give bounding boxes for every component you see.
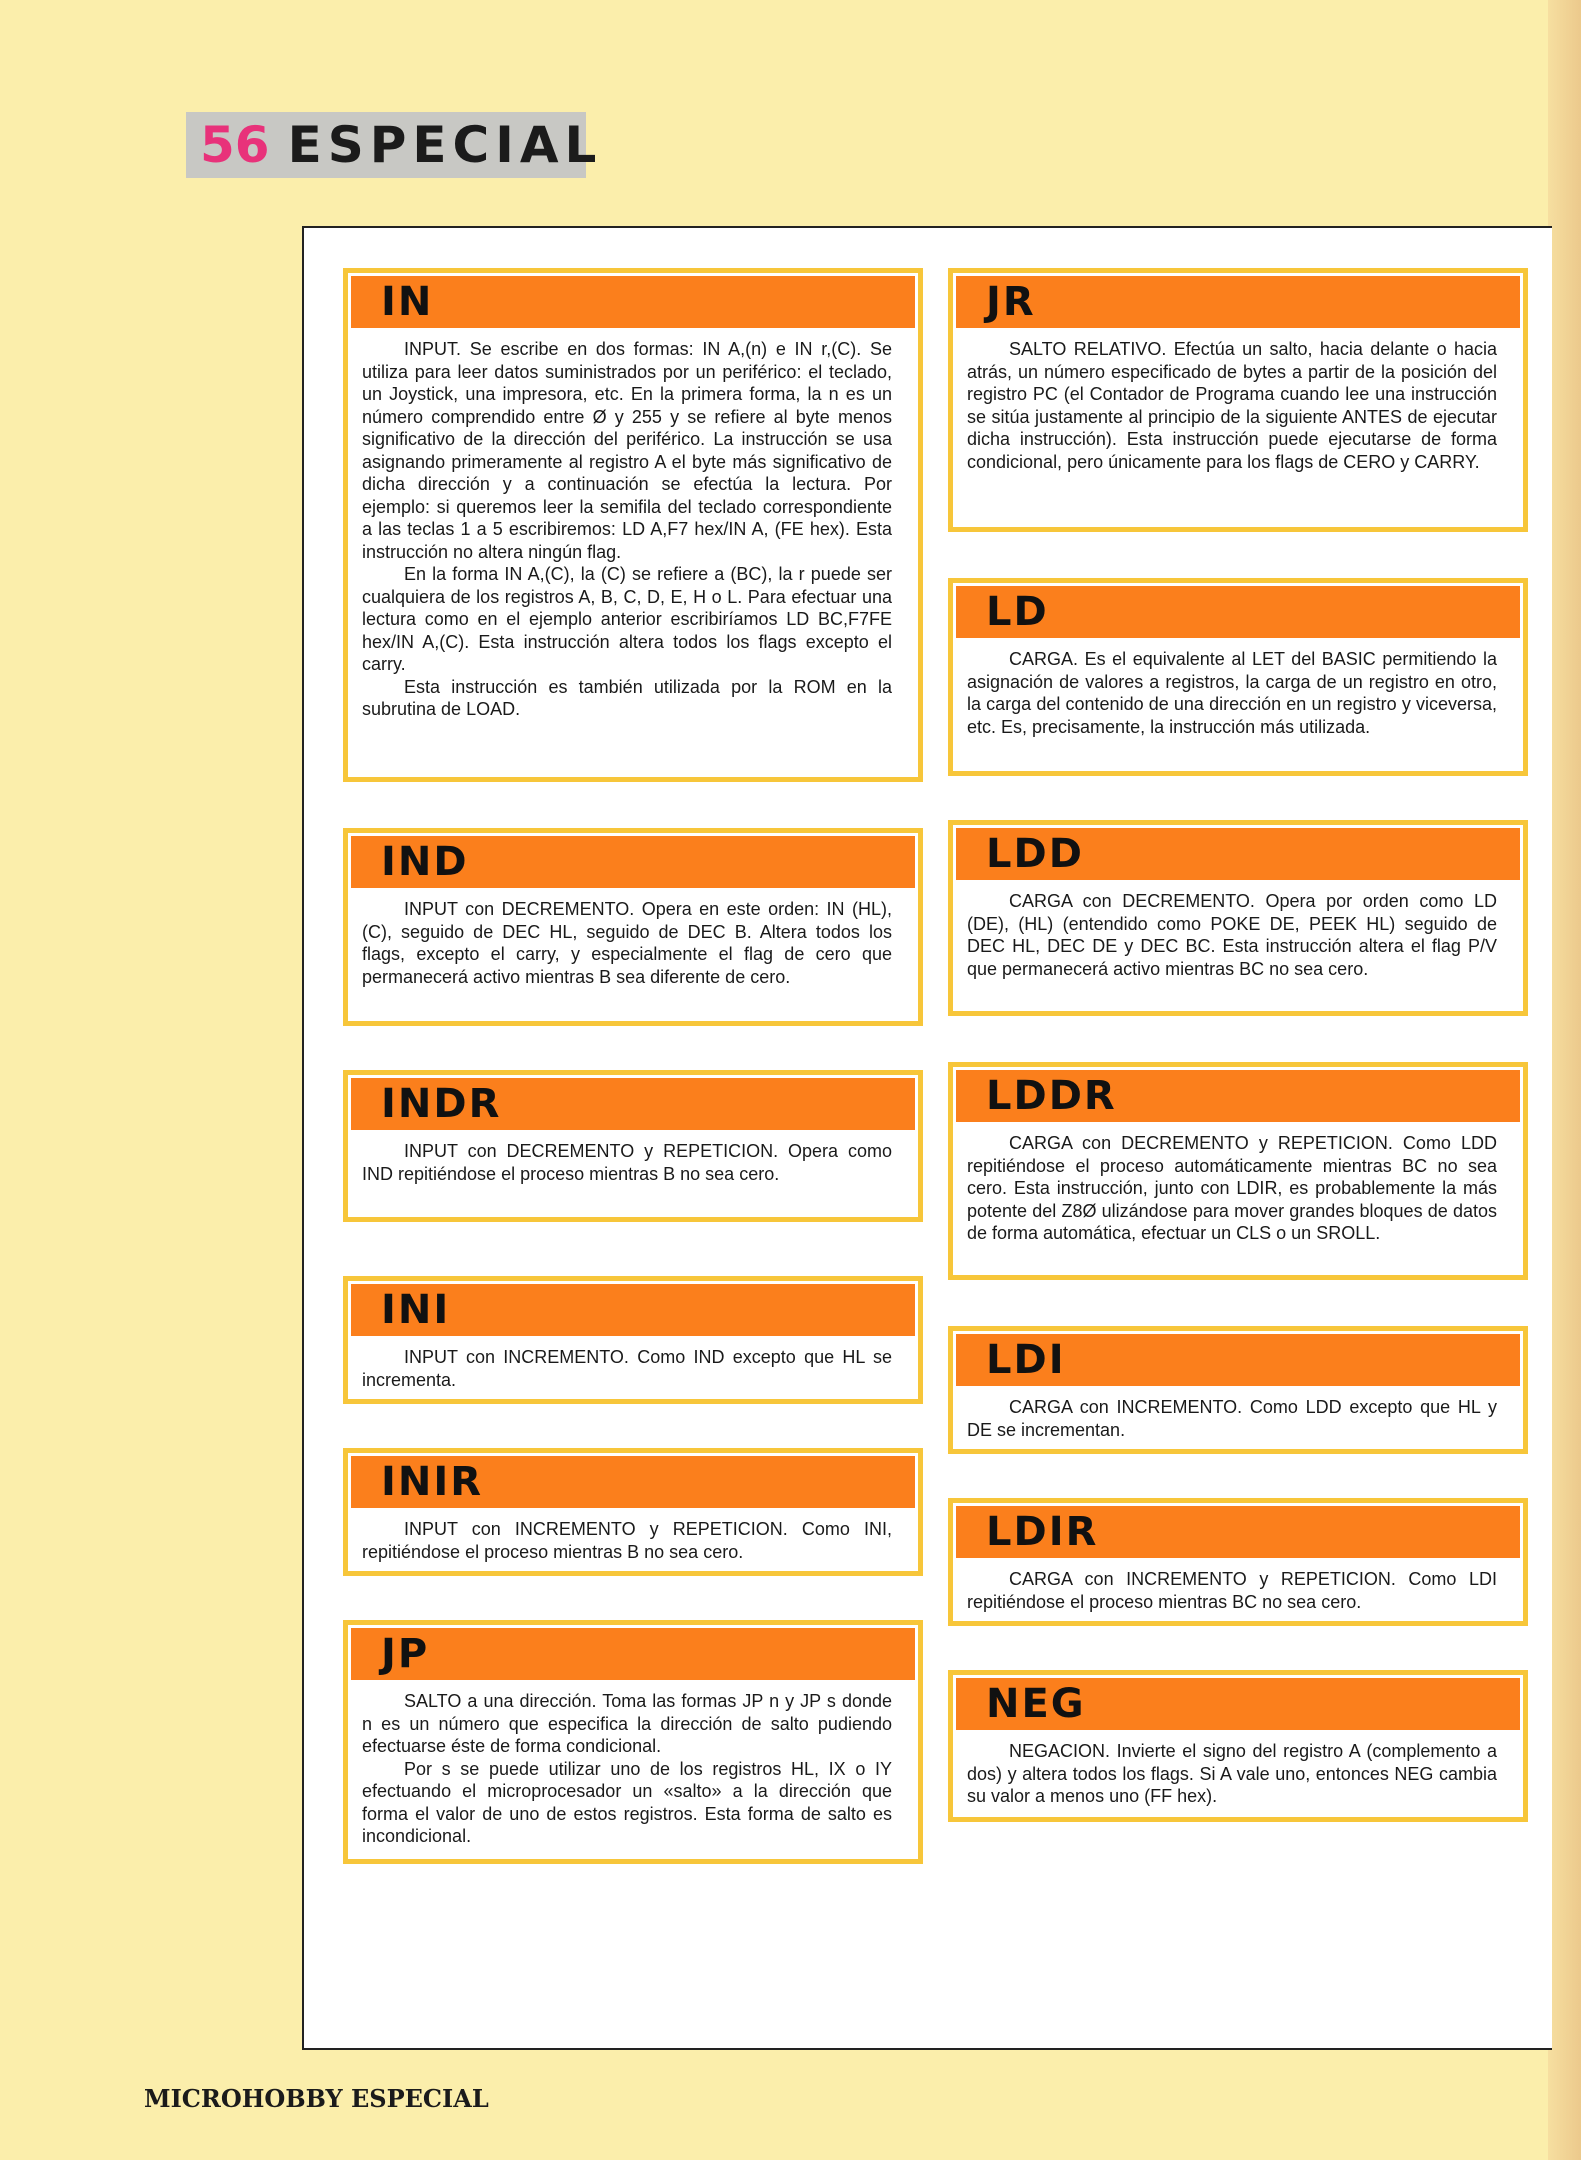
paragraph: NEGACION. Invierte el signo del registro A (complemento a dos) y altera todos los flags. Si A vale uno, entonces NEG cambia su valor a menos uno (FF hex). xyxy=(967,1741,1497,1806)
paragraph: SALTO RELATIVO. Efectúa un salto, hacia delante o hacia atrás, un número especificado de bytes a partir de la posición del registro PC (el Contador de Programa cuando lee una instrucción se sitúa justamente al principio de la siguiente ANTES de ejecutar dicha instrucción). Esta instrucción puede ejecutarse de forma condicional, pero únicamente para los flags de CERO y CARRY. xyxy=(967,339,1497,472)
paragraph: CARGA. Es el equivalente al LET del BASIC permitiendo la asignación de valores a registros, la carga de un registro en otro, la carga del contenido de una dirección en un registro y viceversa, etc. Es, precisamente, la instrucción más utilizada. xyxy=(967,649,1497,737)
paragraph: INPUT con DECREMENTO. Opera en este orden: IN (HL), (C), seguido de DEC HL, seguido de DEC B. Altera todos los flags, excepto el carry, y especialmente el flag de cero que permanecerá activo mientras B sea diferente de cero. xyxy=(362,899,892,987)
instruction-description xyxy=(953,1122,1523,1259)
paragraph: SALTO a una dirección. Toma las formas JP n y JP s donde n es un número que especifica la dirección de salto pudiendo efectuarse éste de forma condicional. xyxy=(362,1691,892,1756)
section-title: ESPECIAL xyxy=(287,116,603,174)
instruction-card-in xyxy=(343,268,923,782)
instruction-card-jp xyxy=(343,1620,923,1864)
instruction-description xyxy=(348,1336,918,1405)
paragraph: INPUT con INCREMENTO y REPETICION. Como INI, repitiéndose el proceso mientras B no sea cero. xyxy=(362,1519,892,1562)
instruction-description xyxy=(953,1730,1523,1822)
instruction-card-ini xyxy=(343,1276,923,1404)
instruction-title: JP xyxy=(351,1628,915,1680)
page-edge-shadow xyxy=(1548,0,1581,2160)
instruction-title: LDIR xyxy=(956,1506,1520,1558)
instruction-card-neg xyxy=(948,1670,1528,1822)
instruction-description xyxy=(348,888,918,1002)
instruction-card-jr xyxy=(948,268,1528,532)
instruction-title: INI xyxy=(351,1284,915,1336)
page-number: 56 xyxy=(200,116,270,174)
instruction-title: IN xyxy=(351,276,915,328)
instruction-description xyxy=(953,638,1523,752)
page-header xyxy=(186,112,603,178)
instruction-description xyxy=(348,1680,918,1862)
instruction-title: INDR xyxy=(351,1078,915,1130)
instruction-description xyxy=(953,880,1523,994)
paragraph: Por s se puede utilizar uno de los registros HL, IX o IY efectuando el microprocesador un «salto» a la dirección que forma el valor de uno de estos registros. Esta forma de salto es incondicional. xyxy=(362,1758,892,1846)
instruction-description xyxy=(348,1130,918,1199)
paragraph: CARGA con INCREMENTO. Como LDD excepto que HL y DE se incrementan. xyxy=(967,1397,1497,1440)
instruction-title: INIR xyxy=(351,1456,915,1508)
instruction-title: LDDR xyxy=(956,1070,1520,1122)
instruction-card-ld xyxy=(948,578,1528,776)
instruction-title: IND xyxy=(351,836,915,888)
paragraph: CARGA con DECREMENTO. Opera por orden como LD (DE), (HL) (entendido como POKE DE, PEEK HL) seguido de DEC HL, DEC DE y DEC BC. Esta instrucción altera el flag P/V que permanecerá activo mientras BC no sea cero. xyxy=(967,891,1497,979)
instruction-card-ind xyxy=(343,828,923,1026)
instruction-description xyxy=(953,1558,1523,1627)
instruction-description xyxy=(348,1508,918,1577)
paragraph: Esta instrucción es también utilizada por la ROM en la subrutina de LOAD. xyxy=(362,676,892,719)
paragraph: INPUT con INCREMENTO. Como IND excepto que HL se incrementa. xyxy=(362,1347,892,1390)
instruction-card-ldd xyxy=(948,820,1528,1016)
instruction-description xyxy=(953,1386,1523,1455)
instruction-card-ldi xyxy=(948,1326,1528,1454)
instruction-title: LDD xyxy=(956,828,1520,880)
instruction-title: NEG xyxy=(956,1678,1520,1730)
paragraph: CARGA con DECREMENTO y REPETICION. Como LDD repitiéndose el proceso automáticamente mientras BC no sea cero. Esta instrucción, junto con LDIR, es probablemente la más potente del Z8Ø ulizándose para mover grandes bloques de datos de forma automática, efectuar un CLS o un SROLL. xyxy=(967,1133,1497,1243)
paragraph: CARGA con INCREMENTO y REPETICION. Como LDI repitiéndose el proceso mientras BC no sea cero. xyxy=(967,1569,1497,1612)
instruction-title: LDI xyxy=(956,1334,1520,1386)
instruction-card-ldir xyxy=(948,1498,1528,1626)
instruction-card-lddr xyxy=(948,1062,1528,1280)
instruction-card-inir xyxy=(343,1448,923,1576)
instruction-title: JR xyxy=(956,276,1520,328)
instruction-card-indr xyxy=(343,1070,923,1222)
paragraph: INPUT con DECREMENTO y REPETICION. Opera como IND repitiéndose el proceso mientras B no sea cero. xyxy=(362,1141,892,1184)
magazine-footer: MICROHOBBY ESPECIAL xyxy=(144,2084,489,2113)
instruction-description xyxy=(953,328,1523,487)
instruction-title: LD xyxy=(956,586,1520,638)
paragraph: En la forma IN A,(C), la (C) se refiere a (BC), la r puede ser cualquiera de los registros A, B, C, D, E, H o L. Para efectuar una lectura como en el ejemplo anterior escribiríamos LD BC,F7FE hex/IN A,(C). Esta instrucción altera todos los flags excepto el carry. xyxy=(362,564,892,674)
paragraph: INPUT. Se escribe en dos formas: IN A,(n) e IN r,(C). Se utiliza para leer datos suministrados por un periférico: el teclado, un Joystick, una impresora, etc. En la primera forma, la n es un número comprendido entre Ø y 255 y se refiere al byte menos significativo de la dirección del periférico. La instrucción se usa asignando primeramente al registro A el byte más significativo de dicha dirección y a continuación se efectúa la lectura. Por ejemplo: si queremos leer la semifila del teclado correspondiente a las teclas 1 a 5 escribiremos: LD A,F7 hex/IN A, (FE hex). Esta instrucción no altera ningún flag. xyxy=(362,339,892,562)
instruction-description xyxy=(348,328,918,735)
